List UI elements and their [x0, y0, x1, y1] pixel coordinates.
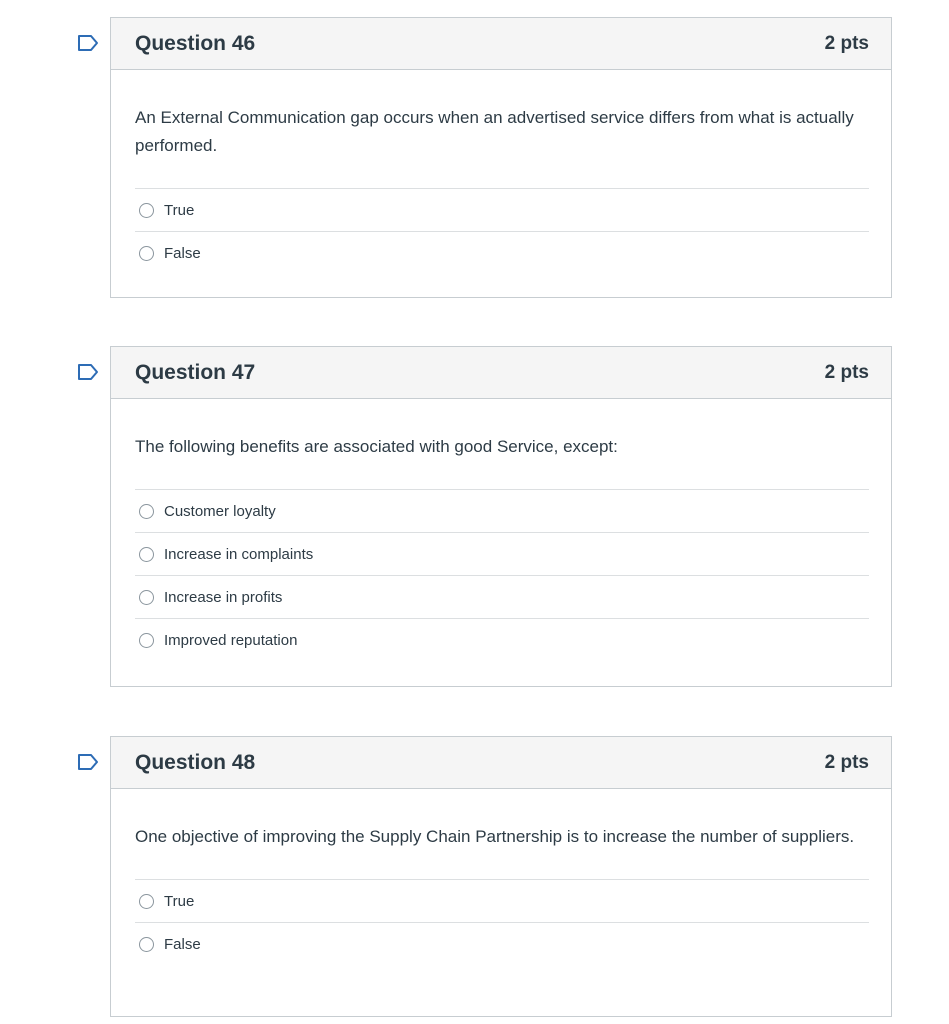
- question-title: Question 46: [135, 31, 256, 55]
- question-body: [111, 399, 891, 662]
- answer-list: [135, 879, 869, 966]
- radio-button[interactable]: [139, 504, 154, 519]
- answer-label[interactable]: Customer loyalty: [164, 502, 276, 520]
- answer-option[interactable]: [135, 923, 869, 966]
- radio-button[interactable]: [139, 894, 154, 909]
- question-body: [111, 70, 891, 275]
- radio-button[interactable]: [139, 590, 154, 605]
- answer-label[interactable]: True: [164, 201, 195, 219]
- answer-label[interactable]: False: [164, 245, 201, 262]
- answer-label[interactable]: True: [164, 892, 195, 910]
- answer-label[interactable]: Increase in profits: [164, 588, 283, 606]
- radio-button[interactable]: [139, 246, 154, 261]
- answer-option[interactable]: [135, 490, 869, 533]
- question-text: The following benefits are associated with good Service, except:: [135, 437, 618, 456]
- question-card-48: [110, 736, 892, 1017]
- radio-button[interactable]: [139, 547, 154, 562]
- question-points: 2 pts: [824, 32, 869, 54]
- radio-button[interactable]: [139, 937, 154, 952]
- answer-option[interactable]: [135, 533, 869, 576]
- question-card-46: [110, 17, 892, 298]
- question-body: [111, 789, 891, 966]
- radio-button[interactable]: [139, 203, 154, 218]
- answer-label[interactable]: False: [164, 936, 201, 953]
- question-points: 2 pts: [824, 751, 869, 773]
- answer-list: [135, 188, 869, 275]
- answer-option[interactable]: [135, 576, 869, 619]
- bookmark-flag-icon[interactable]: [77, 753, 99, 771]
- question-title: Question 48: [135, 750, 256, 774]
- question-header: [111, 737, 891, 789]
- answer-label[interactable]: Improved reputation: [164, 632, 298, 649]
- question-header: [111, 18, 891, 70]
- answer-option[interactable]: [135, 189, 869, 232]
- answer-option[interactable]: [135, 232, 869, 275]
- answer-label[interactable]: Increase in complaints: [164, 545, 314, 563]
- bookmark-flag-icon[interactable]: [77, 34, 99, 52]
- answer-list: [135, 489, 869, 662]
- answer-option[interactable]: [135, 619, 869, 662]
- question-title: Question 47: [135, 360, 256, 384]
- radio-button[interactable]: [139, 633, 154, 648]
- question-card-47: [110, 346, 892, 687]
- answer-option[interactable]: [135, 880, 869, 923]
- bookmark-flag-icon[interactable]: [77, 363, 99, 381]
- question-header: [111, 347, 891, 399]
- question-text: One objective of improving the Supply Chain Partnership is to increase the number of suppliers.: [135, 827, 855, 846]
- question-text: An External Communication gap occurs when an advertised service differs from what is actually performed.: [135, 108, 854, 155]
- question-points: 2 pts: [824, 361, 869, 383]
